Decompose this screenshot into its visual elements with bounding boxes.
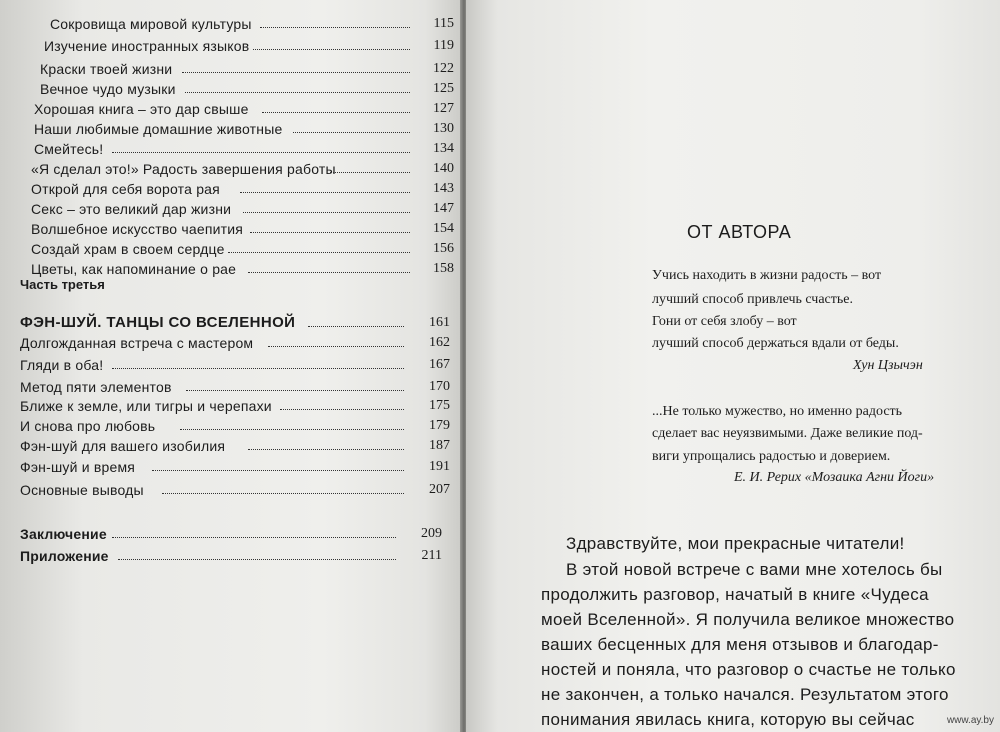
toc-entry-title: Метод пяти элементов — [20, 379, 172, 395]
toc-entry-page: 187 — [429, 438, 450, 453]
toc-entry-page: 207 — [429, 482, 450, 497]
body-line: моей Вселенной». Я получила великое множество — [541, 610, 955, 629]
toc-entry-title: Волшебное искусство чаепития — [31, 221, 244, 237]
epigraph-line: лучший способ держаться вдали от беды. — [652, 336, 899, 351]
toc-entry — [0, 12, 462, 34]
foreword-heading: ОТ АВТОРА — [687, 222, 792, 242]
toc-dot-leader — [262, 112, 410, 113]
section-label: Часть третья — [20, 277, 105, 292]
toc-entry-title: Гляди в оба! — [20, 357, 104, 373]
toc-entry-page: 191 — [429, 459, 450, 474]
toc-dot-leader — [248, 449, 404, 450]
toc-entry — [0, 217, 462, 239]
toc-entry — [0, 331, 462, 353]
toc-entry — [0, 97, 462, 119]
toc-dot-leader — [268, 346, 404, 347]
toc-entry-page: 115 — [433, 16, 454, 31]
toc-entry-title: Фэн-шуй и время — [20, 459, 136, 475]
body-line: Здравствуйте, мои прекрасные читатели! — [566, 534, 905, 553]
toc-dot-leader — [186, 390, 404, 391]
toc-entry-page: 134 — [433, 141, 454, 156]
toc-entry — [0, 137, 462, 159]
epigraph-line: Гони от себя злобу – вот — [652, 314, 797, 329]
toc-entry — [0, 237, 462, 259]
toc-entry-title: Ближе к земле, или тигры и черепахи — [20, 398, 272, 414]
toc-entry — [0, 117, 462, 139]
toc-entry — [0, 197, 462, 219]
toc-entry-page: 170 — [429, 379, 450, 394]
body-line: понимания явилась книга, которую вы сейчас — [541, 710, 915, 729]
toc-entry — [0, 353, 462, 375]
toc-entry-title: Приложение — [20, 548, 109, 564]
toc-dot-leader — [280, 409, 404, 410]
toc-entry — [0, 478, 462, 500]
toc-entry-page: 156 — [433, 241, 454, 256]
toc-entry — [0, 455, 462, 477]
toc-entry-title: «Я сделал это!» Радость завершения работы — [31, 161, 336, 177]
toc-entry — [0, 522, 462, 544]
toc-entry-page: 175 — [429, 398, 450, 413]
toc-dot-leader — [152, 470, 404, 471]
toc-entry — [0, 394, 462, 416]
toc-dot-leader — [308, 326, 404, 327]
left-page — [0, 0, 462, 732]
toc-entry — [0, 77, 462, 99]
toc-dot-leader — [330, 172, 410, 173]
toc-entry — [0, 57, 462, 79]
toc-dot-leader — [293, 132, 410, 133]
epigraph-line: ...Не только мужество, но именно радость — [652, 404, 903, 419]
toc-entry — [0, 434, 462, 456]
toc-entry — [0, 177, 462, 199]
toc-entry-page: 147 — [433, 201, 454, 216]
toc-dot-leader — [228, 252, 410, 253]
toc-dot-leader — [118, 559, 396, 560]
body-line: ностей и поняла, что разговор о счастье не только — [541, 660, 956, 679]
toc-entry-title: Долгожданная встреча с мастером — [20, 335, 254, 351]
toc-entry-title: Хорошая книга – это дар свыше — [34, 101, 249, 117]
body-line: продолжить разговор, начатый в книге «Чудеса — [541, 585, 929, 604]
toc-entry — [0, 544, 462, 566]
epigraph-line: Учись находить в жизни радость – вот — [652, 268, 882, 283]
body-line: ваших бесценных для меня отзывов и благодар- — [541, 635, 939, 654]
toc-dot-leader — [248, 272, 410, 273]
toc-dot-leader — [250, 232, 410, 233]
body-line: В этой новой встрече с вами мне хотелось бы — [566, 560, 943, 579]
watermark-text: www.ay.by — [946, 715, 994, 726]
toc-entry — [0, 257, 462, 279]
toc-entry-page: 143 — [433, 181, 454, 196]
toc-entry-page: 209 — [421, 526, 442, 541]
toc-entry-page: 158 — [433, 261, 454, 276]
toc-dot-leader — [182, 72, 410, 73]
toc-entry-page: 125 — [433, 81, 454, 96]
toc-entry — [0, 34, 462, 56]
toc-entry-title: Смейтесь! — [34, 141, 104, 157]
toc-entry-page: 140 — [433, 161, 454, 176]
toc-entry-title: ФЭН-ШУЙ. ТАНЦЫ СО ВСЕЛЕННОЙ — [20, 314, 296, 331]
toc-entry-title: Фэн-шуй для вашего изобилия — [20, 438, 226, 454]
toc-entry-page: 154 — [433, 221, 454, 236]
epigraph-line: сделает вас неуязвимыми. Даже великие под- — [652, 426, 923, 441]
toc-entry-page: 122 — [433, 61, 454, 76]
toc-entry — [0, 157, 462, 179]
toc-entry-title: Открой для себя ворота рая — [31, 181, 220, 197]
toc-entry-page: 127 — [433, 101, 454, 116]
toc-entry-title: Сокровища мировой культуры — [50, 16, 252, 32]
toc-entry-title: Изучение иностранных языков — [44, 38, 250, 54]
body-line: не закончен, а только начался. Результатом этого — [541, 685, 949, 704]
epigraph-line: виги упрощались радостью и доверием. — [652, 449, 891, 464]
toc-entry-page: 130 — [433, 121, 454, 136]
toc-entry-title: Краски твоей жизни — [40, 61, 173, 77]
toc-entry-page: 119 — [433, 38, 454, 53]
epigraph-line: лучший способ привлечь счастье. — [652, 292, 853, 307]
epigraph-author: Е. И. Рерих «Мозаика Агни Йоги» — [734, 470, 935, 485]
toc-dot-leader — [243, 212, 410, 213]
toc-dot-leader — [112, 152, 410, 153]
toc-dot-leader — [112, 368, 404, 369]
toc-entry-title: Цветы, как напоминание о рае — [31, 261, 237, 277]
toc-part-heading — [0, 311, 462, 333]
toc-entry-title: Основные выводы — [20, 482, 144, 498]
toc-dot-leader — [260, 27, 410, 28]
toc-dot-leader — [240, 192, 410, 193]
toc-dot-leader — [180, 429, 404, 430]
epigraph-author: Хун Цзычэн — [853, 358, 923, 373]
toc-entry-page: 161 — [429, 315, 450, 330]
toc-entry-title: Вечное чудо музыки — [40, 81, 176, 97]
toc-entry-page: 179 — [429, 418, 450, 433]
toc-entry-title: Наши любимые домашние животные — [34, 121, 283, 137]
toc-entry-page: 211 — [421, 548, 442, 563]
toc-entry-title: Секс – это великий дар жизни — [31, 201, 232, 217]
toc-entry-page: 167 — [429, 357, 450, 372]
toc-entry-title: Заключение — [20, 526, 107, 542]
toc-dot-leader — [112, 537, 396, 538]
toc-entry-title: И снова про любовь — [20, 418, 156, 434]
toc-entry-title: Создай храм в своем сердце — [31, 241, 225, 257]
toc-entry-page: 162 — [429, 335, 450, 350]
toc-dot-leader — [185, 92, 410, 93]
toc-entry — [0, 414, 462, 436]
toc-dot-leader — [253, 49, 410, 50]
toc-dot-leader — [162, 493, 404, 494]
